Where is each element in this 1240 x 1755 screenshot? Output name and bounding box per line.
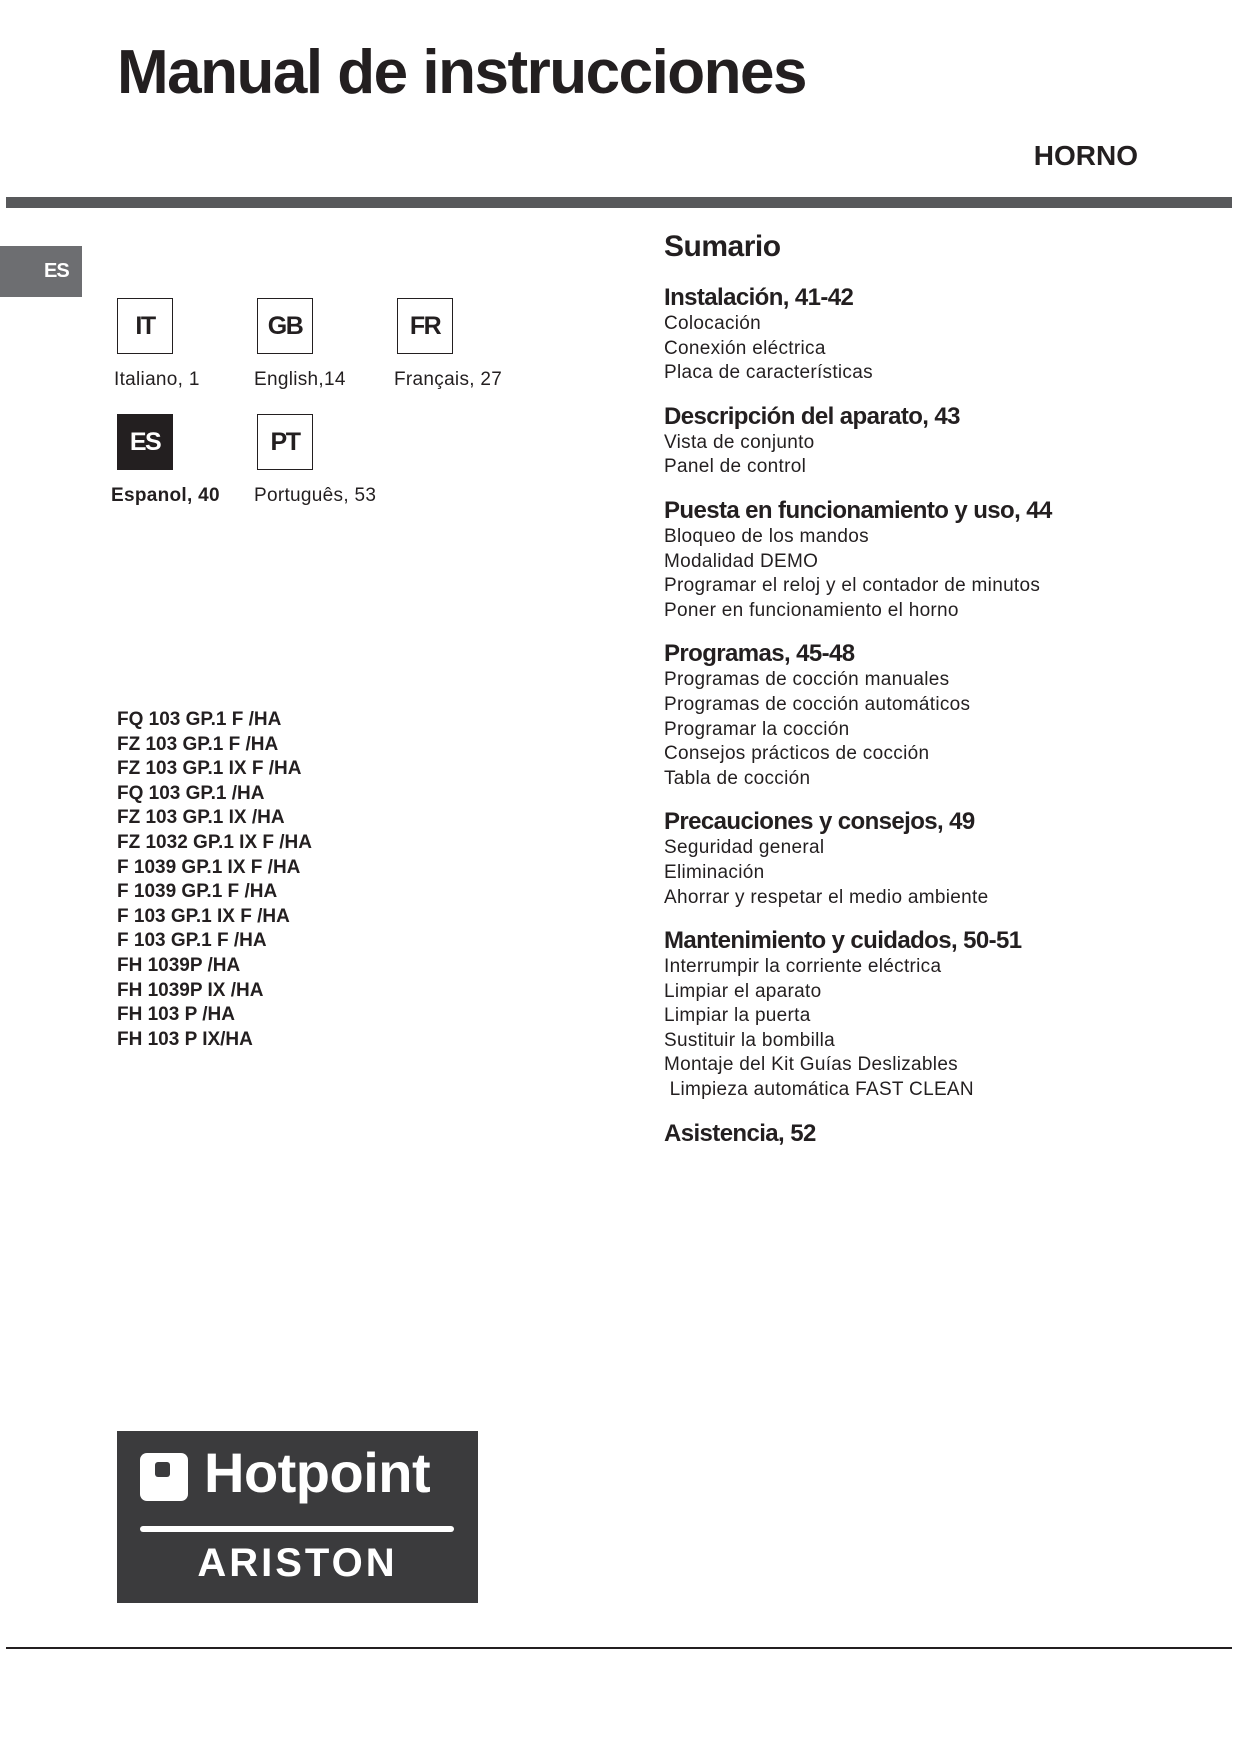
toc-item[interactable]: Conexión eléctrica — [664, 337, 826, 359]
toc-item[interactable]: Limpieza automática FAST CLEAN — [664, 1079, 974, 1101]
toc-section-programs — [664, 640, 1224, 791]
language-entry-fr[interactable] — [394, 298, 534, 391]
language-entry-it[interactable] — [114, 298, 254, 391]
toc-item[interactable]: Placa de características — [664, 362, 873, 384]
brand-name-bottom: ARISTON — [197, 1541, 398, 1585]
model-item: FH 1039P /HA — [117, 954, 241, 976]
language-label: Português, 53 — [254, 485, 377, 506]
toc-section-maintenance — [664, 927, 1224, 1103]
model-item: F 103 GP.1 IX F /HA — [117, 905, 290, 927]
model-item: FH 103 P /HA — [117, 1004, 235, 1026]
language-label: Français, 27 — [394, 369, 503, 390]
table-of-contents — [664, 232, 1224, 1165]
language-entry-es[interactable] — [111, 414, 254, 507]
toc-item[interactable]: Programar el reloj y el contador de minutos — [664, 575, 1041, 597]
toc-item[interactable]: Programar la cocción — [664, 718, 850, 740]
toc-item[interactable]: Panel de control — [664, 456, 807, 478]
model-item: FQ 103 GP.1 F /HA — [117, 709, 282, 730]
model-item: FZ 103 GP.1 IX /HA — [117, 807, 285, 829]
toc-item[interactable]: Ahorrar y respetar el medio ambiente — [664, 886, 989, 908]
toc-section-description — [664, 403, 1224, 480]
toc-item[interactable]: Programas de cocción manuales — [664, 669, 950, 691]
language-label: English,14 — [254, 369, 346, 390]
brand-logo — [117, 1431, 478, 1603]
brand-name-top: Hotpoint — [204, 1441, 431, 1504]
toc-item[interactable]: Seguridad general — [664, 837, 825, 859]
toc-section-title[interactable]: Instalación, 41-42 — [664, 284, 854, 311]
model-item: F 103 GP.1 F /HA — [117, 930, 267, 952]
model-item: FZ 103 GP.1 IX F /HA — [117, 758, 302, 780]
toc-item[interactable]: Colocación — [664, 313, 761, 334]
toc-section-assistance — [664, 1120, 1224, 1148]
toc-item[interactable]: Poner en funcionamiento el horno — [664, 599, 959, 621]
toc-item[interactable]: Montaje del Kit Guías Deslizables — [664, 1054, 958, 1076]
model-item: FQ 103 GP.1 /HA — [117, 782, 265, 804]
toc-item[interactable]: Tabla de cocción — [664, 767, 811, 789]
toc-section-start-up — [664, 497, 1224, 623]
toc-item[interactable]: Consejos prácticos de cocción — [664, 743, 930, 765]
toc-section-title[interactable]: Puesta en funcionamiento y uso, 44 — [664, 496, 1052, 524]
header-divider — [6, 197, 1232, 208]
brand-mark-icon — [140, 1453, 188, 1501]
model-item: FZ 103 GP.1 F /HA — [117, 733, 279, 755]
toc-item[interactable]: Eliminación — [664, 861, 765, 883]
toc-section-precautions — [664, 808, 1224, 910]
language-code-box: PT — [257, 414, 313, 470]
toc-section-installation — [664, 284, 1224, 386]
toc-section-title[interactable]: Programas, 45-48 — [664, 640, 855, 668]
brand-divider — [140, 1526, 454, 1532]
model-item: FH 1039P IX /HA — [117, 979, 264, 1001]
footer-divider — [6, 1647, 1232, 1649]
toc-item[interactable]: Bloqueo de los mandos — [664, 525, 869, 547]
language-code-box: FR — [397, 298, 453, 354]
toc-section-title[interactable]: Asistencia, 52 — [664, 1119, 816, 1147]
model-list — [117, 708, 312, 1052]
model-item: FH 103 P IX/HA — [117, 1028, 253, 1050]
page-title: Manual de instrucciones — [117, 38, 807, 107]
language-code-box: IT — [117, 298, 173, 354]
toc-heading: Sumario — [664, 230, 781, 263]
model-item: F 1039 GP.1 IX F /HA — [117, 856, 301, 878]
product-type-label: HORNO — [1033, 140, 1138, 171]
toc-section-title[interactable]: Mantenimiento y cuidados, 50-51 — [664, 927, 1022, 955]
toc-item[interactable]: Modalidad DEMO — [664, 550, 819, 572]
toc-item[interactable]: Limpiar el aparato — [664, 980, 822, 1002]
toc-section-title[interactable]: Descripción del aparato, 43 — [664, 402, 960, 430]
toc-item[interactable]: Vista de conjunto — [664, 431, 815, 453]
language-code-box: GB — [257, 298, 313, 354]
side-language-tab: ES — [0, 246, 82, 297]
model-item: F 1039 GP.1 F /HA — [117, 881, 278, 903]
language-label: Italiano, 1 — [114, 369, 200, 390]
language-code-box-active: ES — [117, 414, 173, 470]
toc-item[interactable]: Sustituir la bombilla — [664, 1029, 836, 1051]
language-label-active: Espanol, 40 — [111, 485, 220, 506]
language-entry-gb[interactable] — [254, 298, 394, 391]
toc-item[interactable]: Limpiar la puerta — [664, 1005, 811, 1027]
toc-section-title[interactable]: Precauciones y consejos, 49 — [664, 808, 975, 836]
toc-item[interactable]: Interrumpir la corriente eléctrica — [664, 956, 942, 978]
model-item: FZ 1032 GP.1 IX F /HA — [117, 831, 313, 853]
language-entry-pt[interactable] — [254, 414, 394, 507]
toc-item[interactable]: Programas de cocción automáticos — [664, 693, 971, 715]
